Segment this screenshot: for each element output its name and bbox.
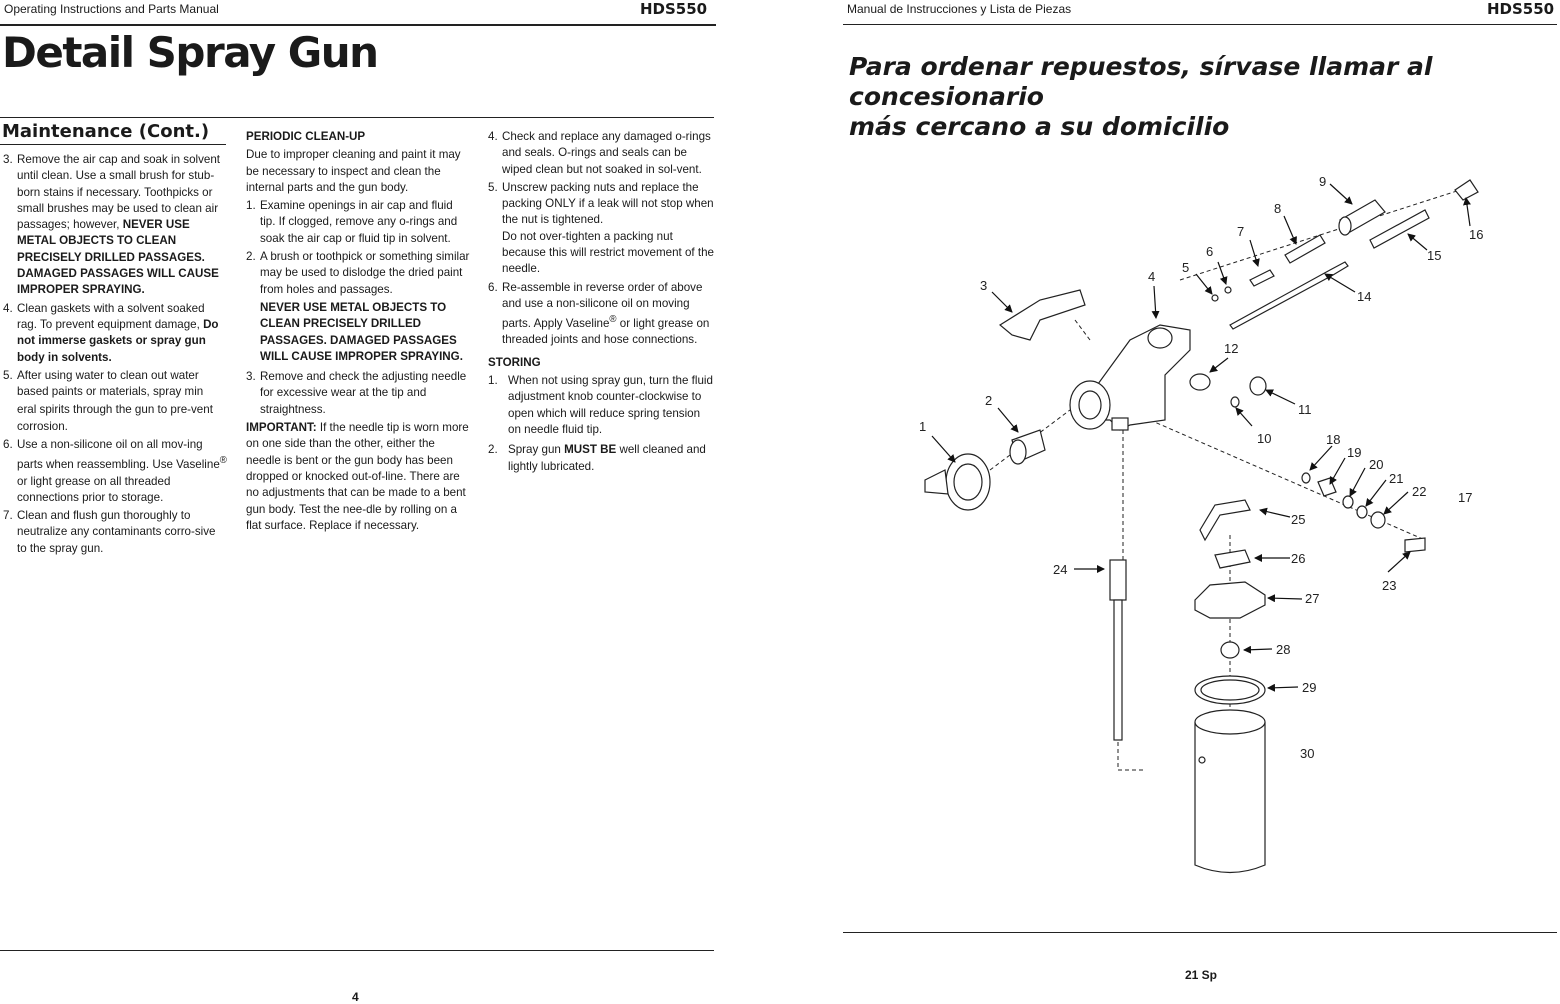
list-item: 3. Remove and check the adjusting needle for excessive wear at the tip and straightness. bbox=[246, 370, 467, 416]
callout-25: 25 bbox=[1291, 512, 1306, 527]
fluid-knob-part bbox=[1455, 180, 1478, 200]
list-item: 7. Clean and flush gun thoroughly to neutralize any contaminants corro-sive to the spray gun. bbox=[3, 509, 216, 555]
left-header-model: HDS550 bbox=[640, 0, 708, 18]
maintenance-column-2 bbox=[246, 129, 470, 536]
list-item: 5. After using water to clean out water based paints or materials, spray min eral spirits through the gun to pre-vent corrosion. bbox=[3, 368, 213, 433]
callout-27: 27 bbox=[1305, 591, 1320, 606]
spring-small-part bbox=[1318, 478, 1336, 496]
gasket-part bbox=[1357, 506, 1367, 518]
callout-18: 18 bbox=[1326, 432, 1341, 447]
callout-6: 6 bbox=[1206, 244, 1214, 259]
valve-nut-part bbox=[1250, 377, 1266, 395]
callout-16: 16 bbox=[1469, 227, 1484, 242]
callout-24: 24 bbox=[1053, 562, 1068, 577]
list-item: 6. Re-assemble in reverse order of above and use a non-silicone oil on moving parts. Apply Vaseline® or light grease on threaded joints and hose connections. bbox=[488, 280, 710, 347]
callout-4: 4 bbox=[1148, 269, 1156, 284]
callout-8: 8 bbox=[1274, 201, 1282, 216]
left-header-title: Operating Instructions and Parts Manual bbox=[4, 2, 219, 16]
callout-labels bbox=[919, 174, 1483, 761]
list-item: 2. A brush or toothpick or something similar may be used to dislodge the dried paint from holes and passages. bbox=[246, 250, 470, 296]
callout-9: 9 bbox=[1319, 174, 1327, 189]
gun-body-part bbox=[1070, 325, 1190, 430]
right-header-title: Manual de Instrucciones y Lista de Piezas bbox=[847, 2, 1072, 16]
important-note: IMPORTANT: If the needle tip is worn more on one side than the other, either the needle is bent or the gun body has been dropped or knocked out-of-line. There are no adjustments that can be made to a bent gun body. Test the nee-dle by rolling on a flat surface. Replace if necessary. bbox=[246, 421, 469, 532]
callout-29: 29 bbox=[1302, 680, 1317, 695]
page-title: Detail Spray Gun bbox=[2, 28, 378, 77]
list-item: 2. Spray gun MUST BE well cleaned and lightly lubricated. bbox=[488, 443, 706, 473]
callout-28: 28 bbox=[1276, 642, 1291, 657]
air-valve-part bbox=[1190, 374, 1210, 390]
adjust-knob-part bbox=[1339, 200, 1385, 235]
left-footer-rule bbox=[0, 950, 714, 951]
parts bbox=[925, 180, 1478, 873]
callout-5: 5 bbox=[1182, 260, 1190, 275]
callout-2: 2 bbox=[985, 393, 993, 408]
storing-heading: STORING bbox=[488, 355, 541, 369]
list-item: 6. Use a non-silicone oil on all mov-ing parts when reassembling. Use Vaseline® or light grease on all threaded connections prior to storage. bbox=[3, 438, 227, 504]
cup-gasket-inner bbox=[1201, 680, 1259, 700]
exploded-parts-diagram bbox=[843, 160, 1557, 890]
callout-7: 7 bbox=[1237, 224, 1245, 239]
callout-10: 10 bbox=[1257, 431, 1272, 446]
left-page-number: 4 bbox=[352, 990, 359, 1004]
title-divider bbox=[0, 117, 714, 118]
callout-26: 26 bbox=[1291, 551, 1306, 566]
callout-14: 14 bbox=[1357, 289, 1372, 304]
seal-part bbox=[1302, 473, 1310, 483]
fluid-tip-part bbox=[1010, 430, 1045, 464]
callout-3: 3 bbox=[980, 278, 988, 293]
right-header-rule bbox=[843, 24, 1557, 25]
list-item: 4. Check and replace any damaged o-rings and seals. O-rings and seals can be wiped clean but not soaked in sol-vent. bbox=[488, 130, 711, 176]
siphon-tube-part bbox=[1110, 560, 1126, 740]
periodic-cleanup-heading: PERIODIC CLEAN-UP bbox=[246, 130, 366, 143]
callout-12: 12 bbox=[1224, 341, 1239, 356]
section-heading: Maintenance (Cont.) bbox=[2, 121, 210, 142]
list-item: 5. Unscrew packing nuts and replace the packing ONLY if a leak will not stop when the nut is tightened. Do not over-tighten a packing nut because this will restrict movement of the needle. bbox=[488, 180, 714, 276]
callout-21: 21 bbox=[1389, 471, 1404, 486]
callout-15: 15 bbox=[1427, 248, 1442, 263]
cup-lid-part bbox=[1195, 582, 1265, 618]
lid-wingnut-part bbox=[1215, 550, 1250, 568]
small-nut-part bbox=[1225, 287, 1231, 293]
callout-19: 19 bbox=[1347, 445, 1362, 460]
air-cap-part bbox=[925, 454, 990, 510]
warning-text: NEVER USE METAL OBJECTS TO CLEAN PRECISELY DRILLED PASSAGES. DAMAGED PASSAGES WILL CAUSE IMPROPER SPRAYING. bbox=[260, 300, 463, 363]
right-footer-rule bbox=[843, 932, 1557, 933]
section-underline bbox=[0, 144, 226, 145]
callout-11: 11 bbox=[1298, 402, 1312, 417]
list-item: 3. Remove the air cap and soak in solvent until clean. Use a small brush for stub-born stains if necessary. Toothpicks or small brushes may be used to clean air passages; however, NEVER USE METAL OBJECTS TO CLEAN PRECISELY DRILLED PASSAGES. DAMAGED PASSAGES WILL CAUSE IMPROPER SPRAYING. bbox=[3, 153, 221, 297]
maintenance-column-3 bbox=[488, 129, 714, 477]
o-ring-part bbox=[1231, 397, 1239, 407]
trigger-part bbox=[1000, 290, 1085, 340]
washer-part bbox=[1343, 496, 1353, 508]
list-item: 1. When not using spray gun, turn the fluid adjustment knob counter-clockwise to open which will reduce spring tension on needle fluid tip. bbox=[488, 374, 713, 436]
periodic-cleanup-intro: Due to improper cleaning and paint it may be necessary to inspect and clean the internal parts and the gun body. bbox=[246, 148, 461, 194]
list-item: 1. Examine openings in air cap and fluid tip. If clogged, remove any o-rings and soak the air cap or fluid tip in solvent. bbox=[246, 199, 458, 245]
callout-20: 20 bbox=[1369, 457, 1384, 472]
cup-yoke-part bbox=[1200, 500, 1250, 540]
spring-part bbox=[1285, 235, 1325, 263]
right-page-number: 21 Sp bbox=[1185, 968, 1218, 982]
callout-17: 17 bbox=[1458, 490, 1473, 505]
small-washer-part bbox=[1212, 295, 1218, 301]
right-header-model: HDS550 bbox=[1487, 0, 1555, 18]
packing-part bbox=[1250, 270, 1274, 286]
callout-30: 30 bbox=[1300, 746, 1315, 761]
valve-stem-part bbox=[1405, 538, 1425, 552]
nut-part bbox=[1371, 512, 1385, 528]
maintenance-column-1 bbox=[3, 152, 227, 559]
list-item: 4. Clean gaskets with a solvent soaked rag. To prevent equipment damage, Do not immerse gaskets or spray gun body in solvents. bbox=[3, 301, 219, 364]
callout-23: 23 bbox=[1382, 578, 1397, 593]
parts-order-title: Para ordenar repuestos, sírvase llamar al concesionario más cercano a su domicilio bbox=[849, 52, 1433, 141]
needle-part bbox=[1230, 262, 1348, 329]
callout-22: 22 bbox=[1412, 484, 1427, 499]
left-header-rule bbox=[0, 24, 716, 26]
paint-cup-part bbox=[1195, 710, 1265, 873]
callout-1: 1 bbox=[919, 419, 927, 434]
lid-nut-part bbox=[1221, 642, 1239, 658]
